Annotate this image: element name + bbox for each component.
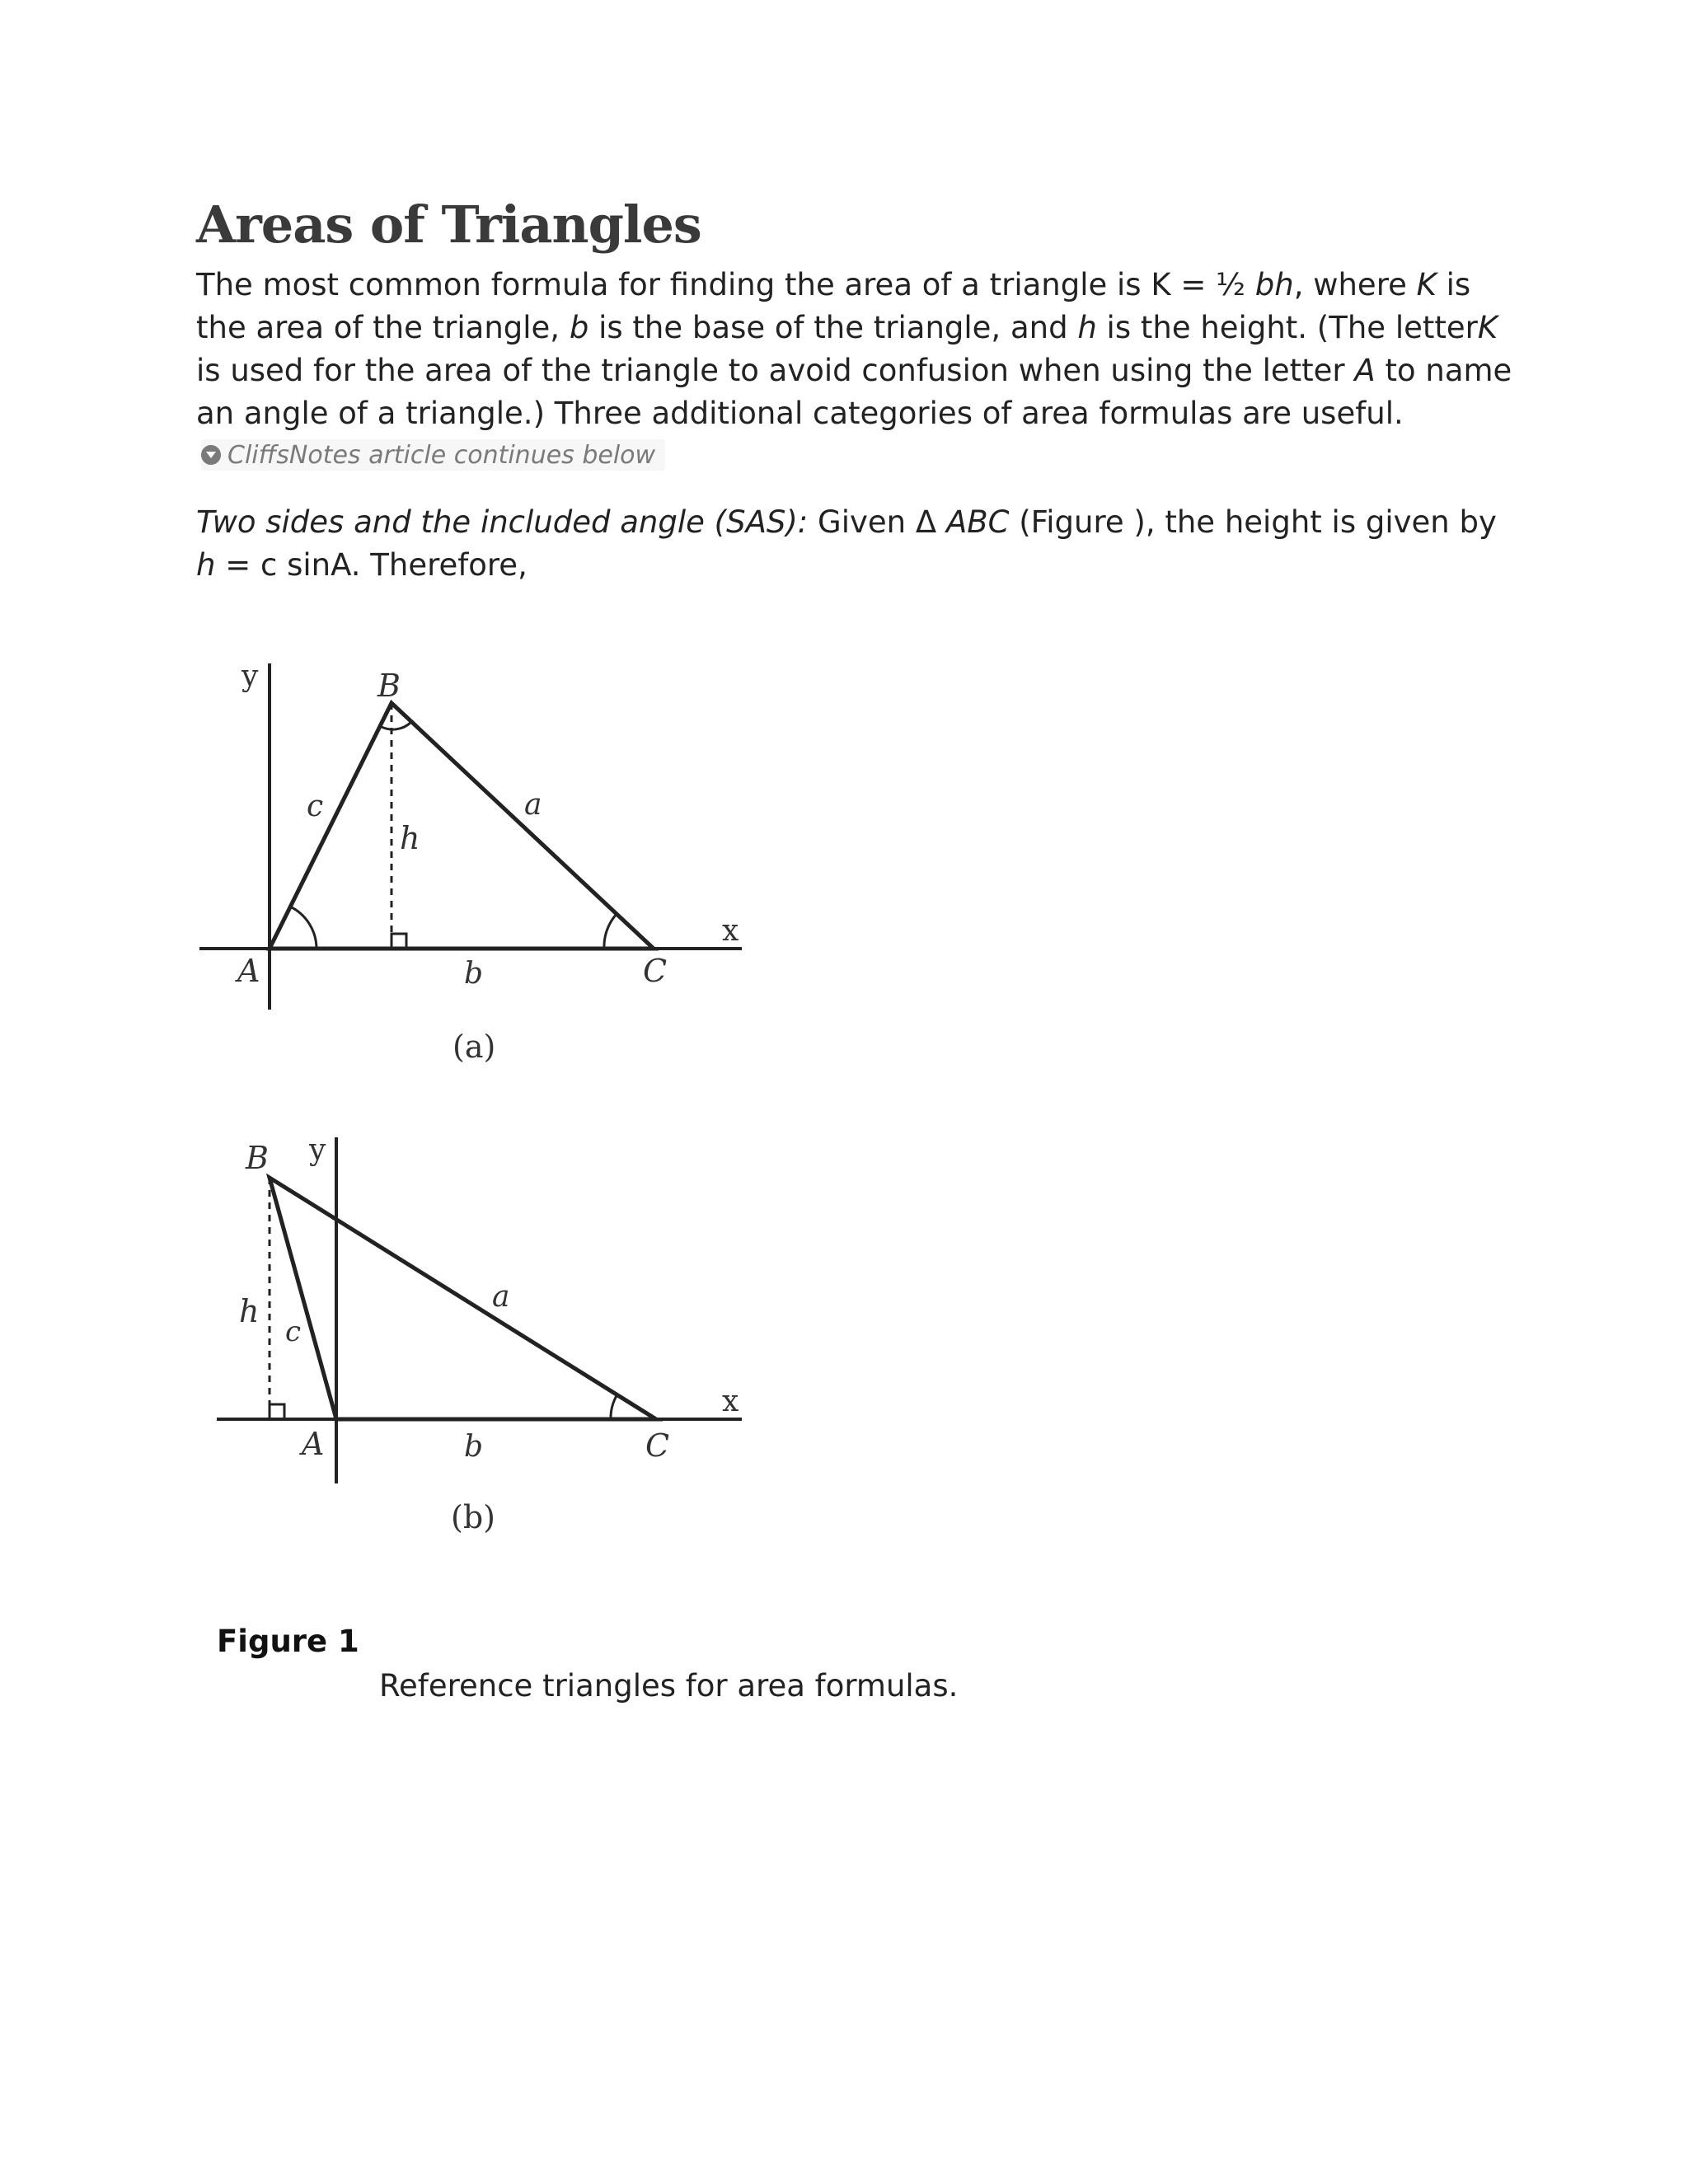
angle-arc-C-b — [611, 1394, 617, 1419]
paragraph1-run-3: K — [1416, 267, 1437, 302]
axis-label-x-b: x — [722, 1385, 739, 1418]
angle-arc-C-a — [604, 914, 617, 949]
axis-label-y-b: y — [309, 1133, 326, 1167]
paragraph1-run-2: , where — [1293, 267, 1417, 302]
vertex-label-C-b: C — [645, 1427, 670, 1464]
side-label-b-a: b — [464, 957, 484, 991]
paragraph1-run-12: to name an angle of a triangle.) Three additional categories of area formulas are useful. — [196, 353, 1512, 431]
paragraph1-run-7: h — [1077, 310, 1097, 345]
side-label-a-a: a — [524, 788, 542, 822]
paragraph2-run-5: = c sinA. Therefore, — [215, 547, 528, 583]
height-label-h-b: h — [239, 1293, 260, 1329]
angle-arc-B-a — [380, 722, 411, 729]
paragraph1-run-4: is the area of the triangle, — [196, 267, 1471, 345]
side-label-b-b: b — [464, 1430, 484, 1464]
page-title: Areas of Triangles — [196, 194, 701, 255]
paragraph1-run-8: is the height. (The letter — [1096, 310, 1478, 345]
vertex-label-B-a: B — [377, 668, 401, 704]
paragraph1-run-9: K — [1477, 310, 1498, 345]
paragraph2-run-1: Given Δ — [808, 504, 946, 540]
continue-reading-text: CliffsNotes article continues below — [227, 440, 656, 470]
paragraph1-run-11: A — [1354, 353, 1376, 388]
vertex-label-C-a: C — [643, 953, 668, 989]
paragraph2-run-3: (Figure ), the height is given by — [1009, 504, 1497, 540]
axis-label-x-a: x — [722, 914, 739, 948]
right-angle-marker-b — [270, 1404, 284, 1419]
angle-arc-A-a — [290, 907, 316, 949]
paragraph2-run-4: h — [196, 547, 216, 583]
paragraph1-run-5: b — [569, 310, 589, 345]
vertex-label-B-b: B — [246, 1140, 269, 1176]
height-label-h-a: h — [400, 820, 420, 856]
triangle-b — [270, 1178, 656, 1419]
panel-label-b: (b) — [451, 1499, 495, 1535]
figure-caption: Reference triangles for area formulas. — [379, 1668, 959, 1704]
paragraph2-run-0: Two sides and the included angle (SAS): — [196, 504, 809, 540]
paragraph1-run-1: bh — [1254, 267, 1294, 302]
paragraph2-run-2: ABC — [945, 504, 1010, 540]
figure-label: Figure 1 — [217, 1624, 359, 1659]
paragraph1-run-6: is the base of the triangle, and — [588, 310, 1078, 345]
vertex-label-A-a: A — [237, 953, 260, 989]
panel-label-a: (a) — [452, 1029, 496, 1065]
side-label-a-b: a — [492, 1280, 510, 1314]
side-label-c-b: c — [285, 1315, 302, 1348]
triangle-a — [270, 703, 654, 949]
axis-label-y-a: y — [241, 659, 259, 693]
side-label-c-a: c — [307, 790, 324, 823]
paragraph1-run-0: The most common formula for finding the area of a triangle is K = ½ — [196, 267, 1255, 302]
paragraph1-run-10: is used for the area of the triangle to avoid confusion when using the letter — [196, 353, 1355, 388]
vertex-label-A-b: A — [302, 1426, 325, 1462]
right-angle-marker-a — [392, 934, 406, 949]
